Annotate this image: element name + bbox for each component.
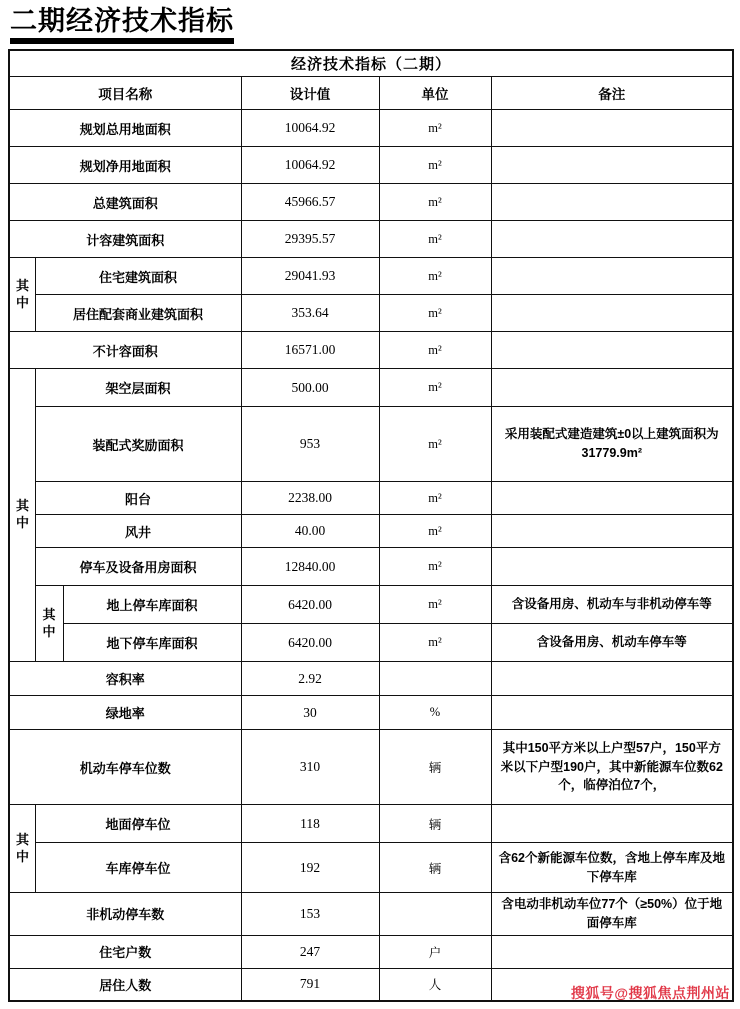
cell-value: 310 xyxy=(241,730,379,805)
cell-unit: m² xyxy=(379,586,491,624)
cell-value: 10064.92 xyxy=(241,110,379,147)
cell-unit: m² xyxy=(379,548,491,586)
row-floor-area-ratio xyxy=(9,662,733,696)
cell-unit: m² xyxy=(379,407,491,482)
cell-value: 118 xyxy=(241,805,379,843)
cell-name: 规划净用地面积 xyxy=(9,147,241,184)
cell-value: 153 xyxy=(241,893,379,936)
cell-remark xyxy=(491,221,733,258)
cell-name: 地下停车库面积 xyxy=(63,624,241,662)
cell-remark: 含62个新能源车位数，含地上停车库及地下停车库 xyxy=(491,843,733,893)
cell-remark xyxy=(491,662,733,696)
cell-remark xyxy=(491,548,733,586)
cell-unit: m² xyxy=(379,624,491,662)
cell-name: 地面停车位 xyxy=(35,805,241,843)
cell-value: 12840.00 xyxy=(241,548,379,586)
row-prefab-bonus-area xyxy=(9,407,733,482)
cell-value: 953 xyxy=(241,407,379,482)
cell-name: 装配式奖励面积 xyxy=(35,407,241,482)
cell-remark xyxy=(491,110,733,147)
cell-name: 停车及设备用房面积 xyxy=(35,548,241,586)
row-greening-rate xyxy=(9,696,733,730)
cell-name: 不计容面积 xyxy=(9,332,241,369)
row-total-land-area xyxy=(9,110,733,147)
cell-name: 绿地率 xyxy=(9,696,241,730)
row-total-building-area xyxy=(9,184,733,221)
cell-remark xyxy=(491,147,733,184)
cell-value: 16571.00 xyxy=(241,332,379,369)
cell-value: 353.64 xyxy=(241,295,379,332)
row-above-ground-garage xyxy=(9,586,733,624)
row-motor-parking-spaces xyxy=(9,730,733,805)
row-household-count xyxy=(9,935,733,968)
cell-name: 住宅户数 xyxy=(9,935,241,968)
row-net-land-area xyxy=(9,147,733,184)
cell-name: 非机动停车数 xyxy=(9,893,241,936)
cell-unit: m² xyxy=(379,369,491,407)
cell-value: 6420.00 xyxy=(241,586,379,624)
cell-value: 791 xyxy=(241,968,379,1001)
col-header-remark: 备注 xyxy=(491,77,733,110)
cell-name: 居住配套商业建筑面积 xyxy=(35,295,241,332)
cell-unit xyxy=(379,893,491,936)
cell-remark xyxy=(491,184,733,221)
group-label: 其中 xyxy=(9,805,35,893)
cell-remark xyxy=(491,295,733,332)
cell-remark xyxy=(491,258,733,295)
row-plot-ratio-area xyxy=(9,221,733,258)
cell-unit: 辆 xyxy=(379,730,491,805)
cell-remark xyxy=(491,515,733,548)
cell-unit: % xyxy=(379,696,491,730)
cell-unit: m² xyxy=(379,332,491,369)
cell-name: 架空层面积 xyxy=(35,369,241,407)
cell-value: 2238.00 xyxy=(241,482,379,515)
row-balcony xyxy=(9,482,733,515)
cell-unit: 辆 xyxy=(379,805,491,843)
cell-remark xyxy=(491,369,733,407)
cell-name: 地上停车库面积 xyxy=(63,586,241,624)
cell-remark xyxy=(491,482,733,515)
cell-unit: 人 xyxy=(379,968,491,1001)
row-surface-parking xyxy=(9,805,733,843)
row-stilt-floor-area xyxy=(9,369,733,407)
row-commercial-area xyxy=(9,295,733,332)
table-caption: 经济技术指标（二期） xyxy=(9,50,733,77)
col-header-unit: 单位 xyxy=(379,77,491,110)
cell-remark: 含设备用房、机动车与非机动停车等 xyxy=(491,586,733,624)
cell-unit: m² xyxy=(379,295,491,332)
cell-remark xyxy=(491,696,733,730)
cell-name: 居住人数 xyxy=(9,968,241,1001)
group-label: 其中 xyxy=(9,369,35,662)
col-header-name: 项目名称 xyxy=(9,77,241,110)
page-title: 二期经济技术指标 xyxy=(10,6,234,44)
row-garage-parking xyxy=(9,843,733,893)
row-parking-equipment-area xyxy=(9,548,733,586)
row-air-shaft xyxy=(9,515,733,548)
row-non-plot-ratio-area xyxy=(9,332,733,369)
cell-name: 阳台 xyxy=(35,482,241,515)
group-label: 其中 xyxy=(9,258,35,332)
cell-value: 10064.92 xyxy=(241,147,379,184)
cell-unit: m² xyxy=(379,258,491,295)
cell-name: 总建筑面积 xyxy=(9,184,241,221)
cell-value: 29041.93 xyxy=(241,258,379,295)
cell-remark: 含电动非机动车位77个（≥50%）位于地面停车库 xyxy=(491,893,733,936)
cell-name: 风井 xyxy=(35,515,241,548)
cell-value: 192 xyxy=(241,843,379,893)
cell-name: 机动车停车位数 xyxy=(9,730,241,805)
cell-unit: m² xyxy=(379,184,491,221)
watermark: 搜狐号@搜狐焦点荆州站 xyxy=(570,985,730,1001)
cell-value: 30 xyxy=(241,696,379,730)
cell-value: 45966.57 xyxy=(241,184,379,221)
cell-remark: 含设备用房、机动车停车等 xyxy=(491,624,733,662)
cell-unit: m² xyxy=(379,482,491,515)
row-non-motor-parking xyxy=(9,893,733,936)
cell-remark xyxy=(491,935,733,968)
row-residential-area xyxy=(9,258,733,295)
cell-name: 车库停车位 xyxy=(35,843,241,893)
cell-remark xyxy=(491,332,733,369)
cell-unit xyxy=(379,662,491,696)
cell-unit: m² xyxy=(379,147,491,184)
cell-value: 247 xyxy=(241,935,379,968)
table-caption-row xyxy=(9,50,733,77)
cell-unit: m² xyxy=(379,515,491,548)
cell-remark: 采用装配式建造建筑±0以上建筑面积为31779.9m² xyxy=(491,407,733,482)
cell-name: 容积率 xyxy=(9,662,241,696)
cell-remark xyxy=(491,805,733,843)
col-header-value: 设计值 xyxy=(241,77,379,110)
cell-value: 2.92 xyxy=(241,662,379,696)
group-label: 其中 xyxy=(35,586,63,662)
cell-name: 计容建筑面积 xyxy=(9,221,241,258)
indicators-table xyxy=(8,49,734,1002)
table-header-row xyxy=(9,77,733,110)
row-underground-garage xyxy=(9,624,733,662)
title-bar xyxy=(0,0,740,49)
cell-value: 500.00 xyxy=(241,369,379,407)
cell-unit: 户 xyxy=(379,935,491,968)
cell-value: 40.00 xyxy=(241,515,379,548)
cell-value: 6420.00 xyxy=(241,624,379,662)
cell-unit: 辆 xyxy=(379,843,491,893)
cell-unit: m² xyxy=(379,221,491,258)
cell-remark: 其中150平方米以上户型57户，150平方米以下户型190户，其中新能源车位数62个，临停泊位7个， xyxy=(491,730,733,805)
cell-name: 住宅建筑面积 xyxy=(35,258,241,295)
cell-name: 规划总用地面积 xyxy=(9,110,241,147)
cell-value: 29395.57 xyxy=(241,221,379,258)
cell-unit: m² xyxy=(379,110,491,147)
